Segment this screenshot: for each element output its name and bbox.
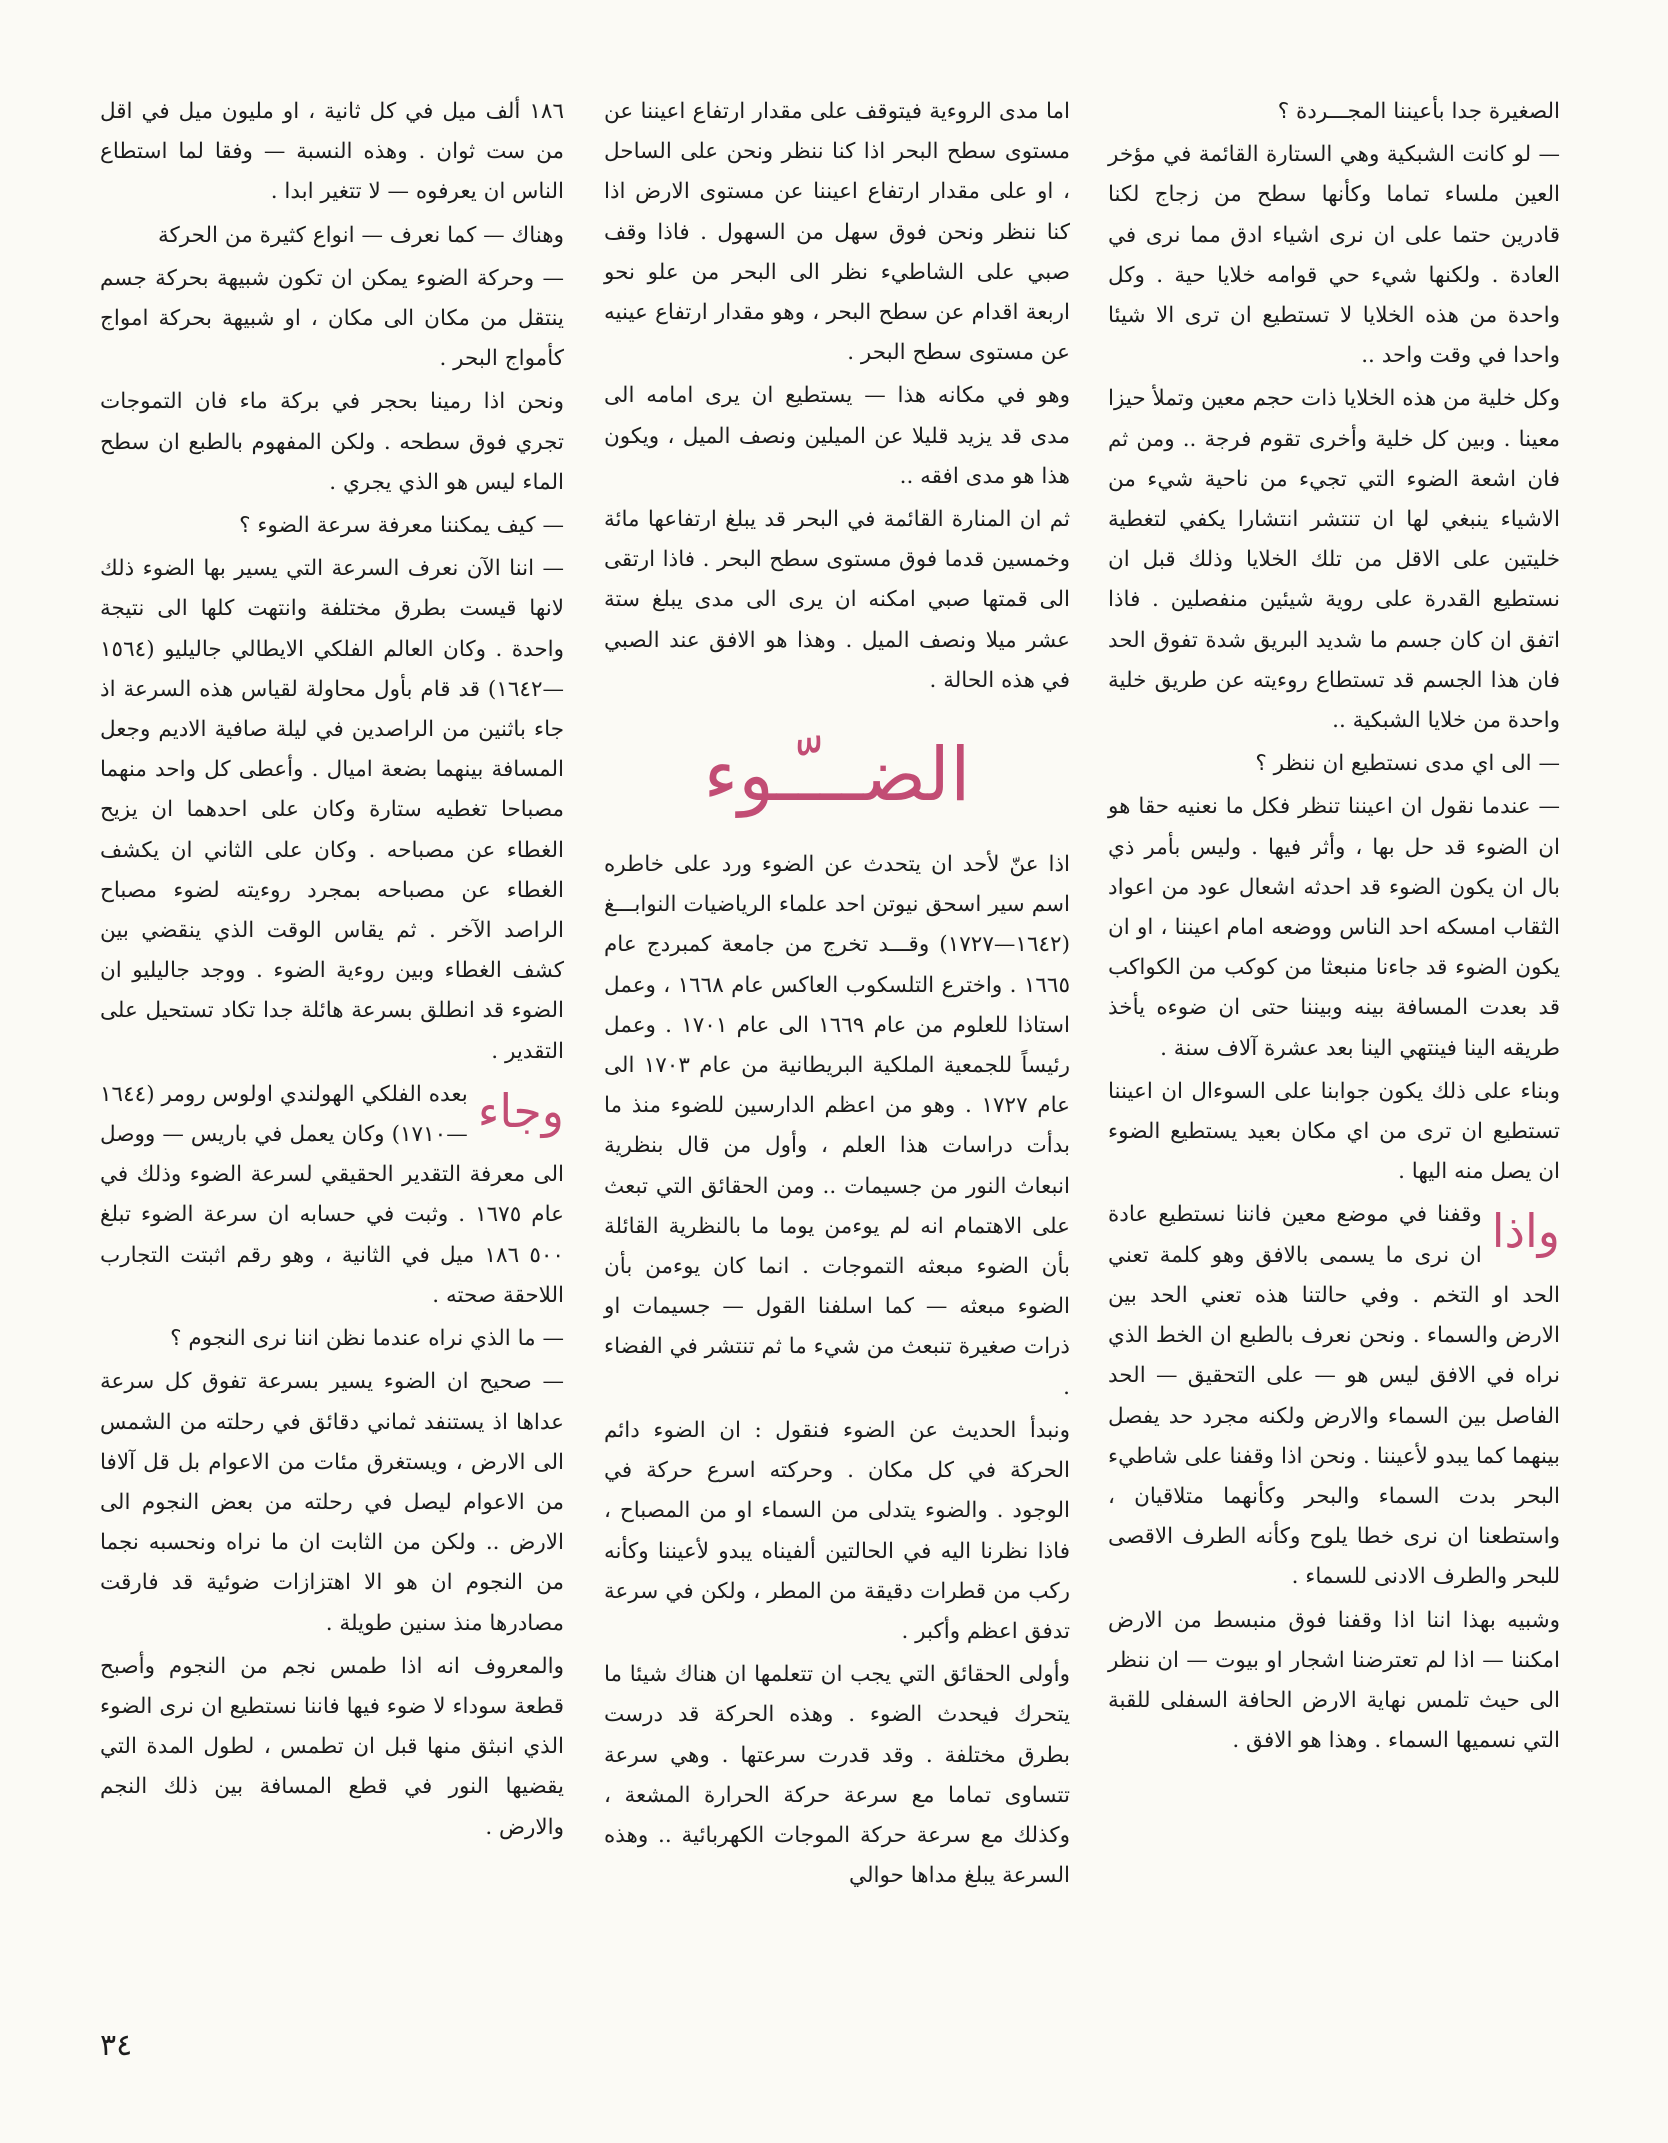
paragraph-with-dropword xyxy=(1108,1195,1560,1597)
drop-word-wa-idha: واذا xyxy=(1491,1204,1560,1259)
drop-word-wa-jaa: وجاء xyxy=(477,1083,564,1138)
paragraph: ونبدأ الحديث عن الضوء فنقول : ان الضوء دائم الحركة في كل مكان . وحركته اسرع حركة في الوجود . والضوء يتدلى من السماء او من المصباح ، فاذا نظرنا اليه في الحالتين ألفيناه يبدو لأعيننا وكأنه ركب من قطرات دقيقة من المطر ، ولكن في سرعة تدفق اعظم وأكبر . xyxy=(604,1417,1070,1644)
paragraph: — اننا الآن نعرف السرعة التي يسير بها الضوء ذلك لانها قيست بطرق مختلفة وانتهت كلها الى نتيجة واحدة . وكان العالم الفلكي الايطالي جاليليو (١٥٦٤—١٦٤٢) قد قام بأول محاولة لقياس هذه السرعة اذ جاء باثنين من الراصدين في ليلة صافية الاديم وجعل المسافة بينهما بضعة اميال . وأعطى كل واحد منهما مصباحا تغطيه ستارة وكان على احدهما ان يزيح الغطاء عن مصباحه . وكان على الثاني ان يكشف الغطاء عن مصباحه بمجرد روءيته لضوء مصباح الراصد الآخر . ثم يقاس الوقت الذي ينقضي بين كشف الغطاء وبين روءية الضوء . ووجد جاليليو ان الضوء قد انطلق بسرعة هائلة جدا تكاد تستحيل على التقدير . xyxy=(100,556,564,1064)
column-right xyxy=(1108,92,1560,1761)
paragraph: ١٨٦ ألف ميل في كل ثانية ، او مليون ميل في اقل من ست ثوان . وهذه النسبة — وفقا لما استطاع الناس ان يعرفوه — لا تتغير ابدا . xyxy=(100,99,564,205)
paragraph: — صحيح ان الضوء يسير بسرعة تفوق كل سرعة عداها اذ يستنفد ثماني دقائق في رحلته من الشمس الى الارض ، ويستغرق مئات من الاعوام بل قل آلافا من الاعوام ليصل في رحلته من بعض النجوم الى الارض .. ولكن من الثابت ان ما نراه ونحسبه نجما من النجوم ان هو الا اهتزازات ضوئية قد فارقت مصادرها منذ سنين طويلة . xyxy=(100,1369,564,1636)
paragraph: — الى اي مدى نستطيع ان ننظر ؟ xyxy=(1255,751,1560,777)
page-number: ٣٤ xyxy=(100,2028,133,2063)
paragraph: وشبيه بهذا اننا اذا وقفنا فوق منبسط من الارض امكننا — اذا لم تعترضنا اشجار او بيوت — ان ننظر الى حيث تلمس نهاية الارض الحافة السفلى للقبة التي نسميها السماء . وهذا هو الافق . xyxy=(1108,1607,1560,1754)
paragraph: ثم ان المنارة القائمة في البحر قد يبلغ ارتفاعها مائة وخمسين قدما فوق مستوى سطح البحر . فاذا ارتقى الى قمتها صبي امكنه ان يرى الى مدى يبلغ ستة عشر ميلا ونصف الميل . وهذا هو الافق عند الصبي في هذه الحالة . xyxy=(604,507,1070,693)
paragraph-with-dropword xyxy=(100,1075,564,1316)
paragraph: وبناء على ذلك يكون جوابنا على السوءال ان اعيننا تستطيع ان ترى من اي مكان بعيد يستطيع الضوء ان يصل منه اليها . xyxy=(1108,1078,1560,1185)
paragraph: — ما الذي نراه عندما نظن اننا نرى النجوم ؟ xyxy=(170,1326,564,1352)
paragraph: — لو كانت الشبكية وهي الستارة القائمة في مؤخر العين ملساء تماما وكأنها سطح من زجاج لكنا قادرين حتما على ان نرى اشياء ادق مما نرى في العادة . ولكنها شيء حي قوامه خلايا حية . وكل واحدة من هذه الخلايا لا تستطيع ان ترى الا شيئا واحدا في وقت واحد .. xyxy=(1108,142,1560,369)
paragraph: والمعروف انه اذا طمس نجم من النجوم وأصبح قطعة سوداء لا ضوء فيها فاننا نستطيع ان نرى الضوء الذي انبثق منها قبل ان تطمس ، لطول المدة التي يقضيها النور في قطع المسافة بين ذلك النجم والارض . xyxy=(100,1653,564,1840)
paragraph: وهناك — كما نعرف — انواع كثيرة من الحركة xyxy=(158,222,564,248)
paragraph: — كيف يمكننا معرفة سرعة الضوء ؟ xyxy=(239,513,564,539)
paragraph: اذا عنّ لأحد ان يتحدث عن الضوء ورد على خاطره اسم سير اسحق نيوتن احد علماء الرياضيات النوابـــغ (١٦٤٢—١٧٢٧) وقـــد تخرج من جامعة كمبردج عام ١٦٦٥ . واخترع التلسكوب العاكس عام ١٦٦٨ ، وعمل استاذا للعلوم من عام ١٦٦٩ الى عام ١٧٠١ . وعمل رئيساً للجمعية الملكية البريطانية من عام ١٧٠٣ الى عام ١٧٢٧ . وهو من اعظم الدارسين للضوء منذ ما بدأت دراسات هذا العلم ، وأول من قال بنظرية انبعاث النور من جسيمات .. ومن الحقائق التي تبعث على الاهتمام انه لم يوءمن يوما ما بالنظرية القائلة بأن الضوء مبعثه التموجات . انما كان يوءمن بأن الضوء مبعثه — كما اسلفنا القول — جسيمات او ذرات صغيرة تنبعث من شيء ما ثم تنتشر في الفضاء . xyxy=(604,852,1071,1400)
column-left xyxy=(100,92,564,1848)
column-middle xyxy=(604,92,1070,1896)
paragraph: وهو في مكانه هذا — يستطيع ان يرى امامه الى مدى قد يزيد قليلا عن الميلين ونصف الميل ، ويكون هذا هو مدى افقه .. xyxy=(604,383,1070,489)
paragraph: وأولى الحقائق التي يجب ان تتعلمها ان هناك شيئا ما يتحرك فيحدث الضوء . وهذه الحركة قد درست بطرق مختلفة . وقد قدرت سرعتها . وهي سرعة تتساوى تماما مع سرعة حركة الحرارة المشعة ، وكذلك مع سرعة حركة الموجات الكهربائية .. وهذه السرعة يبلغ مداها حوالي xyxy=(604,1662,1070,1889)
paragraph: — وحركة الضوء يمكن ان تكون شبيهة بحركة جسم ينتقل من مكان الى مكان ، او شبيهة بحركة امواج كأمواج البحر . xyxy=(100,265,564,372)
paragraph-text: وقفنا في موضع معين فاننا نستطيع عادة ان نرى ما يسمى بالافق وهو كلمة تعني الحد او التخم . وفي حالتنا هذه تعني الحد بين الارض والسماء . ونحن نعرف بالطبع ان الخط الذي نراه في الافق ليس هو — على التحقيق — الحد الفاصل بين السماء والارض ولكنه مجرد حد يفصل بينهما كما يبدو لأعيننا . ونحن اذا وقفنا على شاطيء البحر بدت السماء والبحر وكأنهما متلاقيان ، واستطعنا ان نرى خطا يلوح وكأنه الطرف الاقصى للبحر والطرف الادنى للسماء . xyxy=(1108,1202,1560,1590)
paragraph: الصغيرة جدا بأعيننا المجـــردة ؟ xyxy=(1277,99,1560,124)
paragraph-text: بعده الفلكي الهولندي اولوس رومر (١٦٤٤—١٧١٠) وكان يعمل في باريس — ووصل الى معرفة التقدير الحقيقي لسرعة الضوء وذلك في عام ١٦٧٥ . وثبت في حسابه ان سرعة الضوء تبلغ ٥٠٠ ١٨٦ ميل في الثانية ، وهو رقم اثبتت التجارب اللاحقة صحته . xyxy=(100,1081,564,1308)
paragraph: وكل خلية من هذه الخلايا ذات حجم معين وتملأ حيزا معينا . وبين كل خلية وأخرى تقوم فرجة .. ومن ثم فان اشعة الضوء التي تجيء من ناحية شيء من الاشياء ينبغي لها ان تنتشر انتشارا يكفي لتغطية خليتين على الاقل من تلك الخلايا وذلك قبل ان نستطيع القدرة على روية شيئين منفصلين . فاذا اتفق ان كان جسم ما شديد البريق شدة تفوق الحد فان هذا الجسم قد تستطاع روءيته عن طريق خلية واحدة من خلايا الشبكية .. xyxy=(1108,386,1560,734)
paragraph: — عندما نقول ان اعيننا تنظر فكل ما نعنيه حقا هو ان الضوء قد حل بها ، وأثر فيها . وليس بأمر ذي بال ان يكون الضوء قد احدثه اشعال عود من اعواد الثقاب امسكه احد الناس ووضعه امام اعيننا ، او ان يكون الضوء قد جاءنا منبعثا من كوكب من الكواكب قد بعدت المسافة بينه وبيننا حتى ان ضوءه يأخذ طريقه الينا فينتهي الينا بعد عشرة آلاف سنة . xyxy=(1108,794,1560,1061)
paragraph: ونحن اذا رمينا بحجر في بركة ماء فان التموجات تجري فوق سطحه . ولكن المفهوم بالطبع ان سطح الماء ليس هو الذي يجري . xyxy=(100,389,564,495)
paragraph: اما مدى الروءية فيتوقف على مقدار ارتفاع اعيننا عن مستوى سطح البحر اذا كنا ننظر ونحن على الساحل ، او على مقدار ارتفاع اعيننا عن مستوى الارض اذا كنا ننظر ونحن فوق سهل من السهول . فاذا وقف صبي على الشاطيء نظر الى البحر من علو نحو اربعة اقدام عن سطح البحر ، وهو مقدار ارتفاع عينيه عن مستوى سطح البحر . xyxy=(604,99,1070,366)
article-title: الضـــّـوء xyxy=(703,732,971,819)
